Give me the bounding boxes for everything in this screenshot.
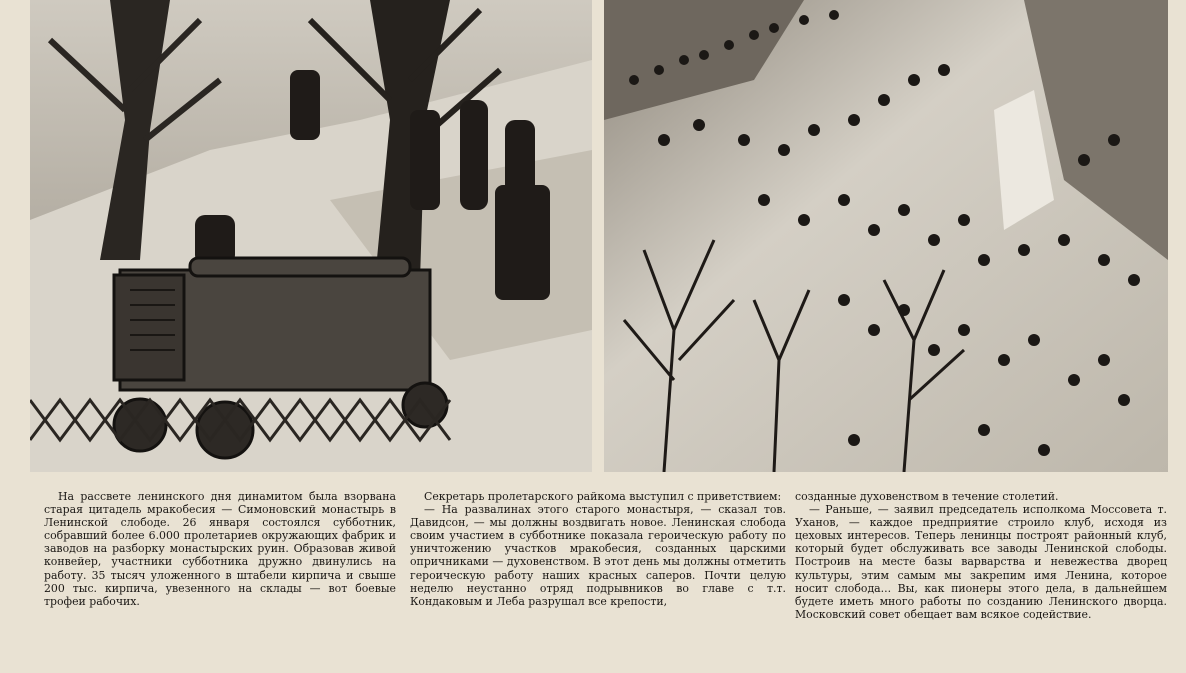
article-paragraph-2: Секретарь пролетарского райкома выступил с приветствием: (424, 490, 782, 503)
subbotnik-crowd-photo (604, 0, 1168, 472)
demolition-photo-image (30, 0, 592, 472)
article-paragraph-5: — Раньше, — заявил председатель исполкома Моссовета т. Уханов, — каждое предприятие строило клуб, исходя из цеховых интересов. Теперь ленинцы построят районный клуб, который будет обслуживать все заводы Ленинской слободы. Построив на месте базы варварства и невежества дворец культуры, этим самым мы закрепим имя Ленина, которое носит слобода... Вы, как пионеры этого дела, в дальнейшем будете иметь много работы по созданию Ленинского дворца. Московский совет обещает вам всякое содействие. (795, 503, 1167, 621)
demolition-photo (30, 0, 592, 472)
article-paragraph-3: — На развалинах этого старого монастыря, — сказал тов. Давидсон, — мы должны воздвигать новое. Ленинская слобода своим участием в субботнике показала героическую работу по уничтожению участков мракобесия, созданных царскими опричниками — духовенством. В этот день мы должны отметить героическую работу наших красных саперов. Почти целую неделю неустанно отряд подрывников во главе с т.т. Кондаковым и Леба разрушал все крепости, (410, 503, 786, 608)
article-column-1 (44, 490, 396, 668)
subbotnik-crowd-photo-image (604, 0, 1168, 472)
article-column-3 (795, 490, 1167, 668)
article-column-2 (410, 490, 786, 668)
article-paragraph-1: На рассвете ленинского дня динамитом была взорвана старая цитадель мракобесия — Симоновский монастырь в Ленинской слободе. 26 января состоялся субботник, собравший более 6.000 пролетариев окружающих фабрик и заводов на разборку монастырских руин. Образовав живой конвейер, участники субботника дружно двинулись на работу. 35 тысяч уложенного в штабели кирпича и свыше 200 тыс. кирпича, увезенного на склады — вот боевые трофеи рабочих. (44, 490, 396, 608)
article-paragraph-4: созданные духовенством в течение столетий. (795, 490, 1059, 503)
